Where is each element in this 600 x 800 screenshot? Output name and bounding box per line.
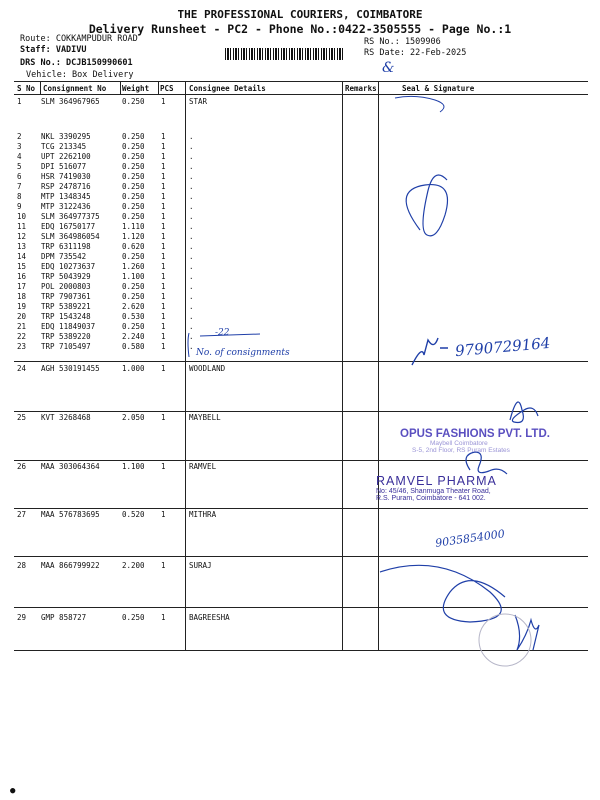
phone-handwritten-1: 9790729164 (454, 333, 552, 361)
opus-stamp-addr2: S-5, 2nd Floor, RS Puram Estates (412, 447, 510, 454)
row-consignee: . (189, 342, 194, 351)
row-consignment-no: DPM 735542 (41, 252, 87, 261)
row-pcs: 1 (161, 312, 166, 321)
row-consignment-no: MTP 3122436 (41, 202, 91, 211)
row-consignment-no: TRP 7907361 (41, 292, 91, 301)
row-pcs: 1 (161, 142, 166, 151)
row-weight: 0.250 (122, 142, 145, 151)
row-pcs: 1 (161, 172, 166, 181)
drs-number: DRS No.: DCJB150990601 (20, 58, 133, 68)
row-weight: 0.250 (122, 212, 145, 221)
row-pcs: 1 (161, 252, 166, 261)
row-pcs: 1 (161, 232, 166, 241)
rs-date: RS Date: 22-Feb-2025 (364, 48, 467, 58)
row-consignment-no: DPI 516077 (41, 162, 87, 171)
company-name: THE PROFESSIONAL COURIERS, COIMBATORE (177, 8, 423, 21)
row-consignee: . (189, 232, 194, 241)
runsheet-title: Delivery Runsheet - PC2 - Phone No.:0422-3505555 - Page No.:1 (88, 22, 512, 36)
row-pcs: 1 (161, 97, 166, 106)
row-consignee: . (189, 282, 194, 291)
row-sno: 3 (17, 142, 22, 151)
row-sno: 27 (17, 510, 27, 519)
row-consignee: . (189, 262, 194, 271)
signature-row28 (380, 565, 505, 622)
row-weight: 1.100 (122, 462, 145, 471)
row-sno: 9 (17, 202, 22, 211)
row-consignment-no: MTP 1348345 (41, 192, 91, 201)
row-weight: 0.250 (122, 282, 145, 291)
row-weight: 0.250 (122, 182, 145, 191)
row-sno: 11 (17, 222, 27, 231)
row-weight: 0.250 (122, 152, 145, 161)
row-consignment-no: TCG 213345 (41, 142, 87, 151)
row23-note: No. of consignments (196, 348, 290, 358)
row-consignee: . (189, 292, 194, 301)
row-consignee: RAMVEL (189, 462, 217, 471)
row-consignment-no: MAA 866799922 (41, 561, 100, 570)
row-sno: 7 (17, 182, 22, 191)
row-sno: 26 (17, 462, 27, 471)
row-weight: 0.250 (122, 162, 145, 171)
row-weight: 1.260 (122, 262, 145, 271)
row-consignment-no: HSR 7419030 (41, 172, 91, 181)
row-sno: 2 (17, 132, 22, 141)
phone-handwritten-2: 9035854000 (434, 527, 506, 550)
row-consignee: . (189, 312, 194, 321)
row-pcs: 1 (161, 282, 166, 291)
row-consignee: . (189, 132, 194, 141)
row-consignee: . (189, 272, 194, 281)
row-pcs: 1 (161, 262, 166, 271)
signature-row23 (412, 338, 448, 365)
col-header-pcs: PCS (160, 84, 174, 93)
row-sno: 1 (17, 97, 22, 106)
row-pcs: 1 (161, 364, 166, 373)
ramvel-pharma-stamp (376, 474, 536, 502)
col-header-sno: S No (17, 84, 36, 93)
row-sno: 12 (17, 232, 27, 241)
col-header-consignment: Consignment No (43, 84, 107, 93)
row-weight: 0.580 (122, 342, 145, 351)
row-pcs: 1 (161, 222, 166, 231)
row-sno: 8 (17, 192, 22, 201)
ramvel-stamp-name: RAMVEL PHARMA (376, 474, 497, 488)
row-consignment-no: GMP 858727 (41, 613, 87, 622)
col-header-weight: Weight (122, 84, 150, 93)
row-weight: 0.250 (122, 252, 145, 261)
row-pcs: 1 (161, 342, 166, 351)
row-weight: 1.000 (122, 364, 145, 373)
row-sno: 19 (17, 302, 27, 311)
row-pcs: 1 (161, 413, 166, 422)
route-label: Route: COKKAMPUDUR ROAD (20, 34, 138, 44)
row-consignment-no: TRP 5043929 (41, 272, 91, 281)
row-weight: 0.250 (122, 322, 145, 331)
opus-fashions-stamp (400, 428, 580, 454)
row-pcs: 1 (161, 202, 166, 211)
row-sno: 14 (17, 252, 27, 261)
row-consignment-no: TRP 1543248 (41, 312, 91, 321)
row-weight: 1.110 (122, 222, 145, 231)
row-weight: 1.120 (122, 232, 145, 241)
row-consignment-no: TRP 6311198 (41, 242, 91, 251)
row-weight: 2.050 (122, 413, 145, 422)
row-sno: 10 (17, 212, 27, 221)
row-weight: 0.620 (122, 242, 145, 251)
row-consignment-no: TRP 7105497 (41, 342, 91, 351)
row-consignee: . (189, 302, 194, 311)
row-sno: 23 (17, 342, 27, 351)
row-sno: 13 (17, 242, 27, 251)
row-consignment-no: EDQ 16750177 (41, 222, 96, 231)
row-consignment-no: EDQ 11849037 (41, 322, 96, 331)
row-pcs: 1 (161, 462, 166, 471)
dash-stroke (200, 334, 260, 336)
row-consignment-no: TRP 5389221 (41, 302, 91, 311)
row-consignment-no: KVT 3268468 (41, 413, 91, 422)
row-pcs: 1 (161, 332, 166, 341)
row-consignee: . (189, 202, 194, 211)
row-consignment-no: SLM 364986054 (41, 232, 100, 241)
row-weight: 0.250 (122, 192, 145, 201)
signature-row29 (515, 615, 539, 650)
row-weight: 0.250 (122, 97, 145, 106)
row-consignee: WOODLAND (189, 364, 226, 373)
signature-scribble (395, 96, 444, 112)
row-sno: 28 (17, 561, 27, 570)
opus-stamp-addr1: Maybell Coimbatore (430, 440, 488, 447)
row-consignee: . (189, 322, 194, 331)
row-sno: 24 (17, 364, 27, 373)
row-sno: 29 (17, 613, 27, 622)
row-sno: 17 (17, 282, 27, 291)
row-sno: 25 (17, 413, 27, 422)
row-pcs: 1 (161, 132, 166, 141)
row-pcs: 1 (161, 322, 166, 331)
row-sno: 5 (17, 162, 22, 171)
bracket-stroke (188, 333, 189, 357)
row-sno: 16 (17, 272, 27, 281)
row-consignee: . (189, 252, 194, 261)
row-consignee: MAYBELL (189, 413, 221, 422)
row-weight: 0.530 (122, 312, 145, 321)
ramvel-stamp-addr1: No: 45/46, Shanmuga Theater Road, (376, 488, 491, 495)
row-sno: 22 (17, 332, 27, 341)
row-weight: 2.240 (122, 332, 145, 341)
row-consignee: STAR (189, 97, 208, 106)
row-consignee: . (189, 152, 194, 161)
row-consignee: . (189, 142, 194, 151)
col-header-seal-signature: Seal & Signature (402, 84, 475, 93)
col-header-remarks: Remarks (345, 84, 377, 93)
row-consignment-no: MAA 576783695 (41, 510, 100, 519)
row-consignment-no: SLM 364967965 (41, 97, 100, 106)
row-weight: 0.250 (122, 202, 145, 211)
row-pcs: 1 (161, 292, 166, 301)
row-pcs: 1 (161, 182, 166, 191)
row-sno: 21 (17, 322, 27, 331)
col-header-consignee: Consignee Details (189, 84, 266, 93)
vehicle-label: Vehicle: Box Delivery (26, 70, 134, 80)
row-pcs: 1 (161, 192, 166, 201)
row-weight: 0.250 (122, 132, 145, 141)
staff-label: Staff: VADIVU (20, 45, 87, 55)
row-weight: 0.250 (122, 292, 145, 301)
row-consignment-no: AGH 530191455 (41, 364, 100, 373)
row-pcs: 1 (161, 561, 166, 570)
row-sno: 15 (17, 262, 27, 271)
row-sno: 4 (17, 152, 22, 161)
signature-row26 (466, 452, 507, 474)
row-consignee: . (189, 182, 194, 191)
row-consignment-no: MAA 303064364 (41, 462, 100, 471)
row-weight: 2.620 (122, 302, 145, 311)
row-consignment-no: TRP 5389220 (41, 332, 91, 341)
row-pcs: 1 (161, 242, 166, 251)
row-consignee: . (189, 222, 194, 231)
row-consignment-no: SLM 364977375 (41, 212, 100, 221)
row-consignee: . (189, 242, 194, 251)
row-consignee: . (189, 212, 194, 221)
row-consignment-no: EDQ 10273637 (41, 262, 96, 271)
top-mark-handwritten: & (382, 60, 395, 76)
signature-row25 (510, 402, 538, 423)
row-pcs: 1 (161, 152, 166, 161)
ramvel-stamp-addr2: R.S. Puram, Coimbatore - 641 002. (376, 495, 486, 502)
row-weight: 0.250 (122, 172, 145, 181)
row22-note: -22 (215, 328, 230, 338)
row-consignment-no: UPT 2262100 (41, 152, 91, 161)
row-consignment-no: NKL 3390295 (41, 132, 91, 141)
row-weight: 1.100 (122, 272, 145, 281)
row-consignment-no: RSP 2478716 (41, 182, 91, 191)
row-sno: 18 (17, 292, 27, 301)
row-weight: 2.200 (122, 561, 145, 570)
row-sno: 6 (17, 172, 22, 181)
row-consignee: BAGREESHA (189, 613, 230, 622)
signature-loop (406, 175, 447, 236)
row-consignee: . (189, 172, 194, 181)
row-pcs: 1 (161, 212, 166, 221)
row-pcs: 1 (161, 510, 166, 519)
row-consignee: . (189, 192, 194, 201)
row-pcs: 1 (161, 162, 166, 171)
row-consignee: MITHRA (189, 510, 217, 519)
row-pcs: 1 (161, 272, 166, 281)
row-pcs: 1 (161, 302, 166, 311)
row-pcs: 1 (161, 613, 166, 622)
row-weight: 0.520 (122, 510, 145, 519)
corner-mark: ● (10, 786, 16, 796)
row-consignee: . (189, 332, 194, 341)
row-consignee: . (189, 162, 194, 171)
row-consignment-no: POL 2000803 (41, 282, 91, 291)
rs-number: RS No.: 1509906 (364, 37, 441, 47)
row-weight: 0.250 (122, 613, 145, 622)
row-consignee: SURAJ (189, 561, 212, 570)
row-sno: 20 (17, 312, 27, 321)
opus-stamp-name: OPUS FASHIONS PVT. LTD. (400, 428, 550, 440)
